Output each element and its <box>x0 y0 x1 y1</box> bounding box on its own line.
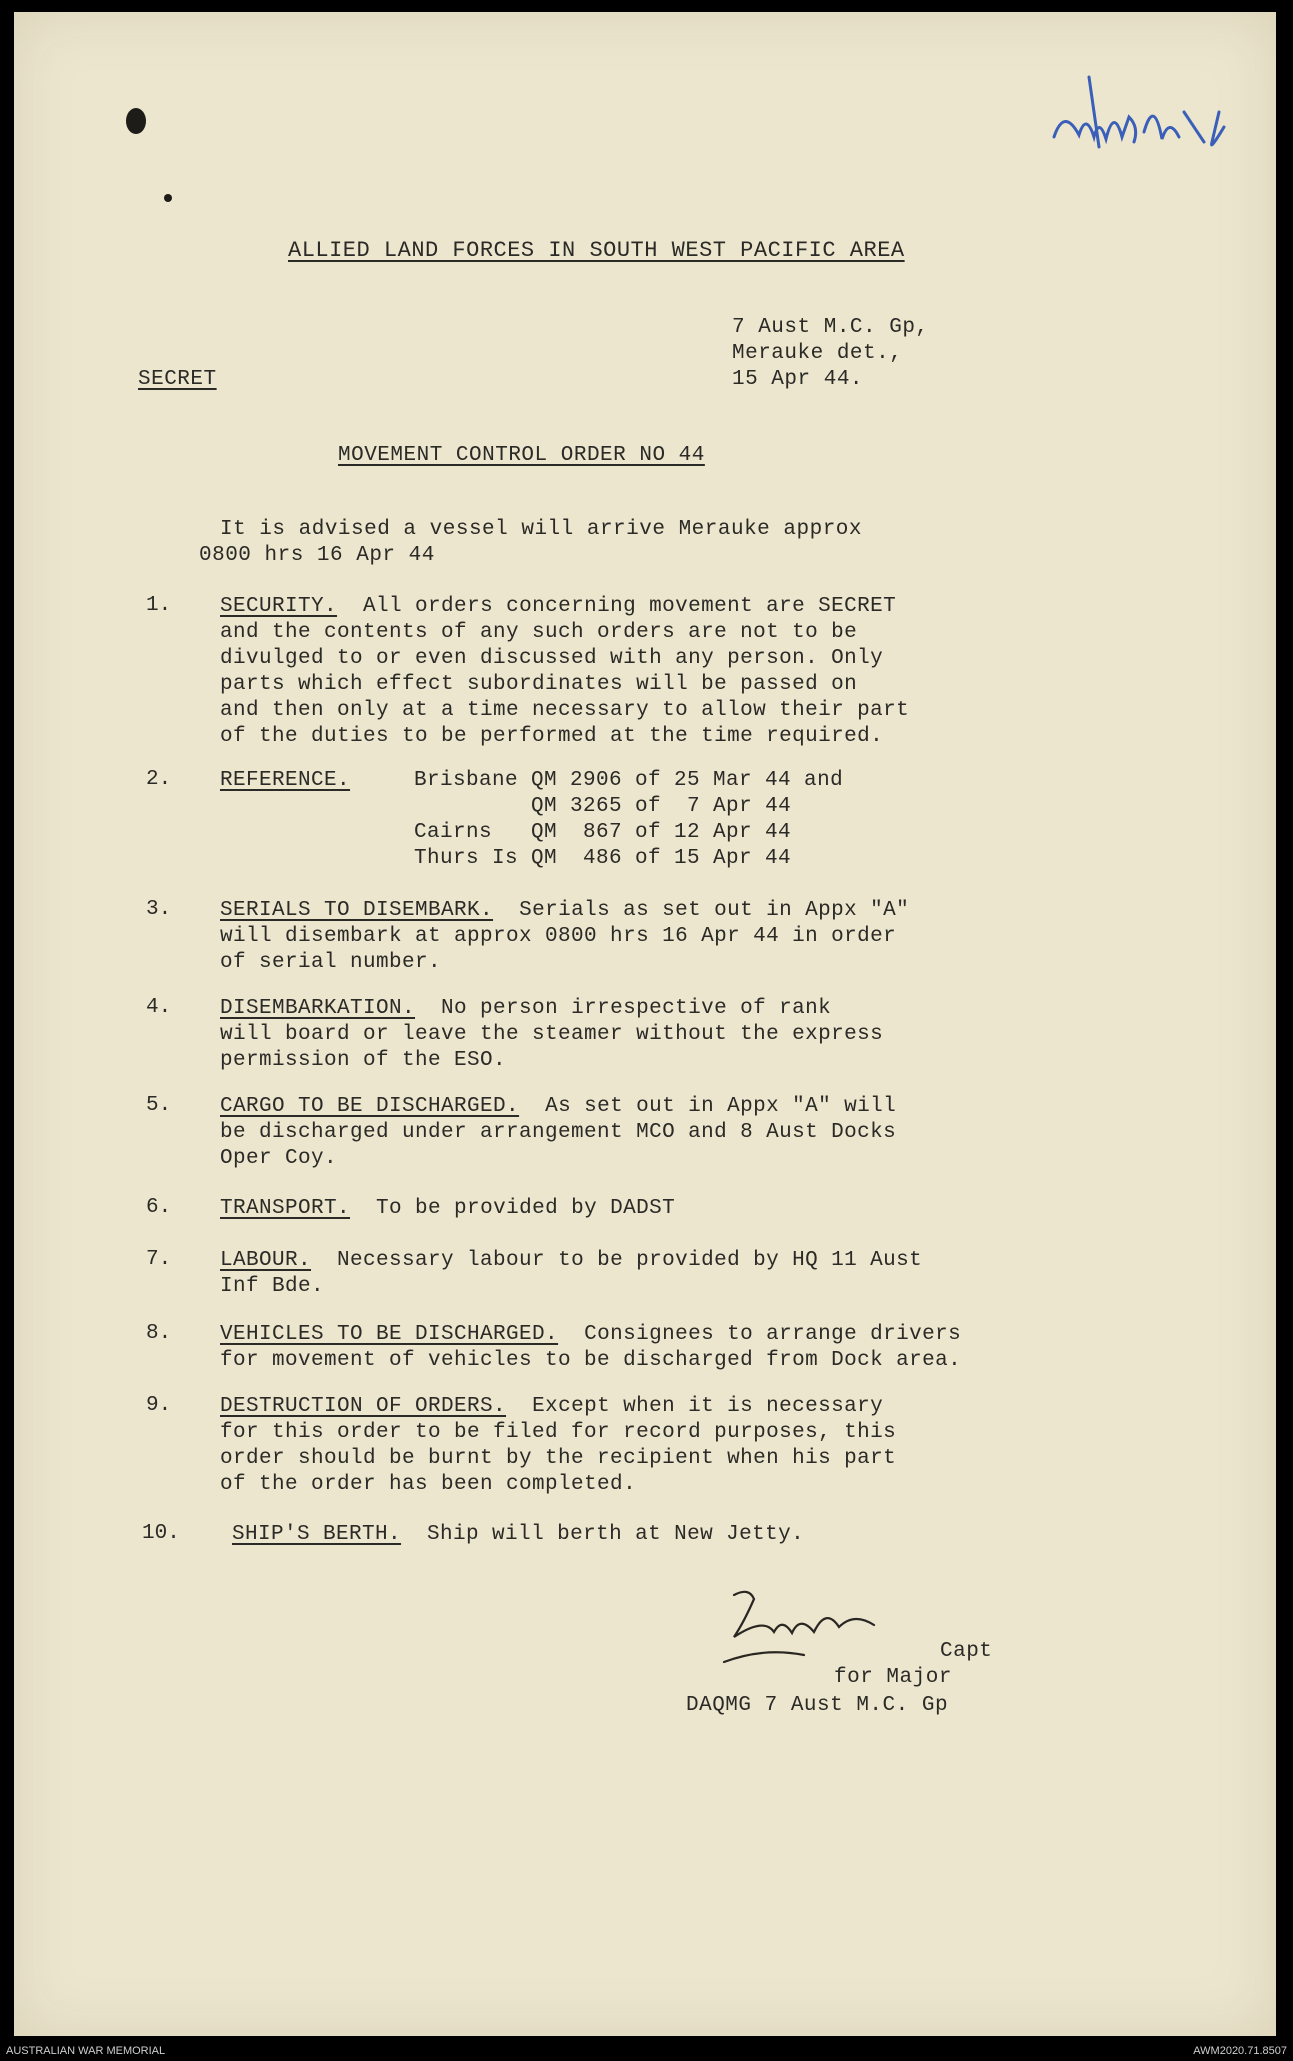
paragraph-text: No person irrespective of rank will board or leave the steamer without the express permission of the ESO. <box>220 997 884 1072</box>
paragraph-number: 7. <box>146 1248 172 1271</box>
paragraph-number: 10. <box>142 1522 180 1545</box>
paragraph-number: 5. <box>146 1094 172 1117</box>
paragraph-heading: REFERENCE. <box>220 769 351 792</box>
intro-line-1: It is advised a vessel will arrive Merauke approx <box>220 518 863 541</box>
paragraph-body <box>220 1322 1040 1374</box>
paragraph-heading: SERIALS TO DISEMBARK. <box>220 899 494 922</box>
punch-hole <box>126 108 146 134</box>
paragraph-body <box>220 1394 1040 1498</box>
paragraph-text: Ship will berth at New Jetty. <box>427 1523 805 1546</box>
paragraph-body <box>220 594 1040 750</box>
paragraph-text: All orders concerning movement are SECRET and the contents of any such orders are not to be divulged to or even discussed with any person. Only parts which effect subordinates will be passed on and then only at a time necessary to allow their part of the duties to be performed at the time required. <box>220 595 910 748</box>
archive-name: AUSTRALIAN WAR MEMORIAL <box>6 2044 166 2057</box>
handwritten-annotation <box>1044 57 1244 167</box>
paragraph-text: To be provided by DADST <box>376 1197 676 1220</box>
paragraph-text: Consignees to arrange drivers for movement of vehicles to be discharged from Dock area. <box>220 1323 962 1372</box>
paragraph-number: 4. <box>146 996 172 1019</box>
paragraph-number: 6. <box>146 1196 172 1219</box>
paragraph-number: 1. <box>146 594 172 617</box>
paragraph-text: Brisbane QM 2906 of 25 Mar 44 and QM 3265 of 7 Apr 44 Cairns QM 867 of 12 Apr 44 Thurs Is QM 486 of 15 Apr 44 <box>414 769 844 870</box>
archive-footer <box>0 2040 1293 2061</box>
paragraph-text: Necessary labour to be provided by HQ 11 Aust Inf Bde. <box>220 1249 923 1298</box>
document-page <box>14 12 1276 2036</box>
paragraph-heading: DESTRUCTION OF ORDERS. <box>220 1395 507 1418</box>
signature-rank: Capt <box>940 1640 993 1663</box>
paragraph-heading: SHIP'S BERTH. <box>232 1523 402 1546</box>
paragraph-heading: VEHICLES TO BE DISCHARGED. <box>220 1323 559 1346</box>
intro-line-2: 0800 hrs 16 Apr 44 <box>199 544 435 567</box>
paragraph-number: 3. <box>146 898 172 921</box>
handwritten-signature <box>704 1577 934 1672</box>
paragraph-heading: DISEMBARKATION. <box>220 997 416 1020</box>
document-heading: ALLIED LAND FORCES IN SOUTH WEST PACIFIC AREA <box>288 238 905 263</box>
punch-hole <box>164 194 172 202</box>
paragraph-heading: CARGO TO BE DISCHARGED. <box>220 1095 520 1118</box>
paragraph-heading: SECURITY. <box>220 595 338 618</box>
paragraph-text: As set out in Appx "A" will be discharged under arrangement MCO and 8 Aust Docks Oper Coy. <box>220 1095 897 1170</box>
paragraph-body <box>220 1248 1040 1300</box>
signature-unit: DAQMG 7 Aust M.C. Gp <box>686 1694 949 1717</box>
sender-line-1: 7 Aust M.C. Gp, <box>732 316 929 339</box>
paragraph-number: 9. <box>146 1394 172 1417</box>
paragraph-number: 8. <box>146 1322 172 1345</box>
sender-line-3: 15 Apr 44. <box>732 368 864 391</box>
document-title: MOVEMENT CONTROL ORDER NO 44 <box>338 444 705 467</box>
paragraph-heading: LABOUR. <box>220 1249 312 1272</box>
paragraph-text: Except when it is necessary for this order to be filed for record purposes, this order should be burnt by the recipient when his part of the order has been completed. <box>220 1395 897 1496</box>
paragraph-text: Serials as set out in Appx "A" will disembark at approx 0800 hrs 16 Apr 44 in order of serial number. <box>220 899 910 974</box>
paragraph-body <box>220 1094 1040 1172</box>
paragraph-body <box>220 1196 1040 1222</box>
paragraph-heading: TRANSPORT. <box>220 1197 351 1220</box>
archive-reference: AWM2020.71.8507 <box>1193 2044 1287 2057</box>
signature-for: for Major <box>834 1666 952 1689</box>
paragraph-number: 2. <box>146 768 172 791</box>
paragraph-body <box>220 996 1040 1074</box>
classification-label: SECRET <box>138 368 217 391</box>
sender-line-2: Merauke det., <box>732 342 903 365</box>
paragraph-body <box>220 898 1040 976</box>
paragraph-body <box>232 1522 1052 1548</box>
